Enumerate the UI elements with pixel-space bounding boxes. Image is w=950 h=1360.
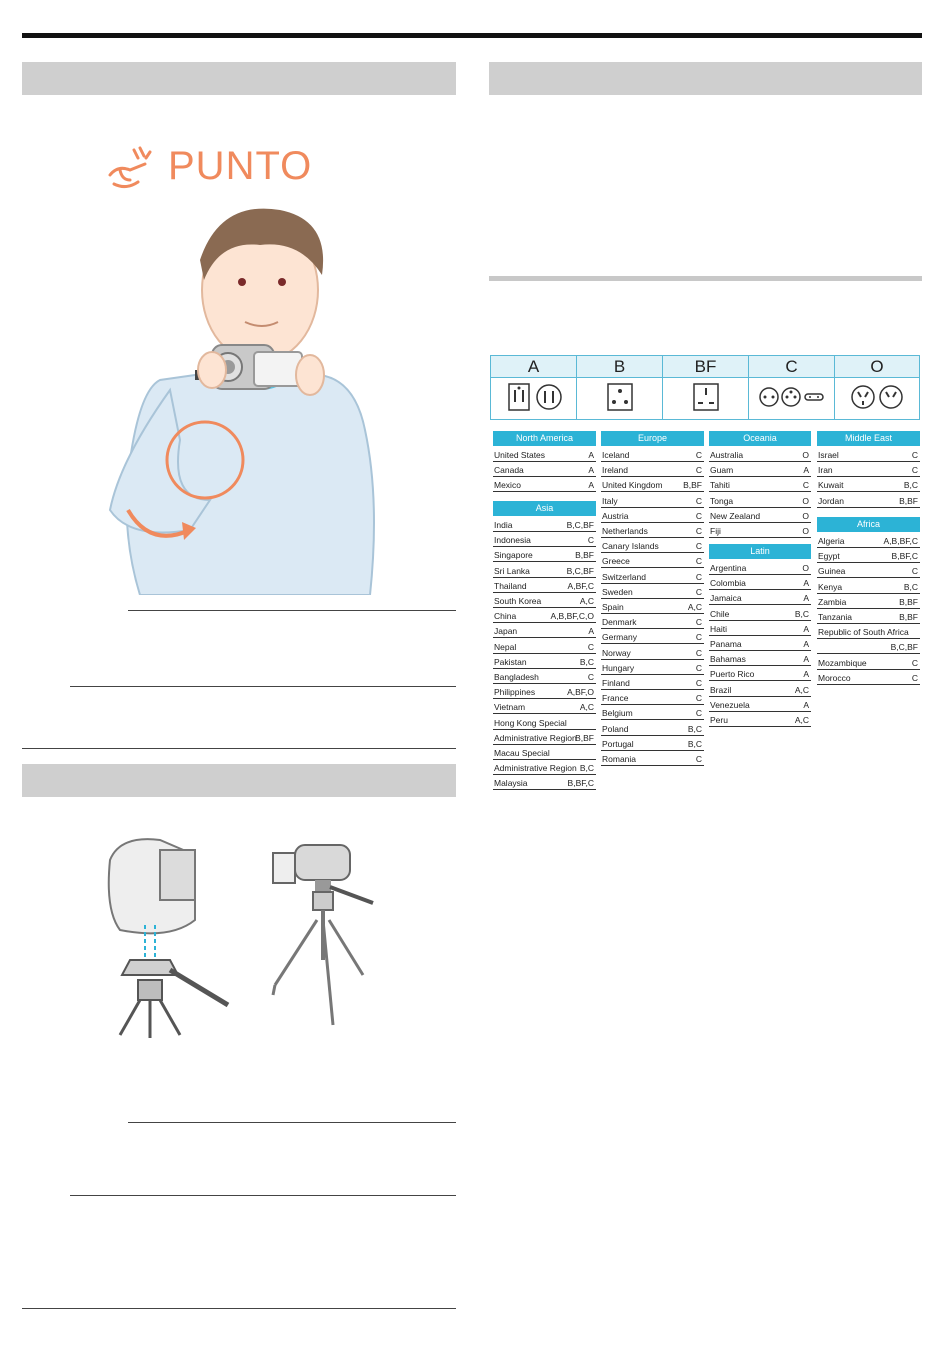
country-name: Canada <box>494 465 524 476</box>
country-row <box>709 509 811 523</box>
plug-types: A <box>803 623 809 634</box>
section-header-bar <box>22 62 456 95</box>
country-name: Kenya <box>818 581 843 592</box>
country-name: Macau Special <box>494 748 550 758</box>
country-name: Republic of South Africa <box>818 627 909 638</box>
country-name: France <box>602 693 629 704</box>
country-row <box>601 630 704 644</box>
country-row <box>601 448 704 462</box>
plug-types: C <box>695 693 702 704</box>
country-row <box>709 622 811 636</box>
country-row <box>601 600 704 614</box>
plug-label: C <box>749 356 834 378</box>
country-name: Sweden <box>602 586 633 597</box>
plug-label: O <box>835 356 919 378</box>
country-name: Norway <box>602 647 631 658</box>
country-name: Thailand <box>494 580 527 591</box>
plug-column <box>491 356 577 419</box>
country-name: Poland <box>602 723 629 734</box>
country-name: Australia <box>710 450 744 460</box>
country-row <box>601 509 704 523</box>
region-header: Latin <box>709 544 811 559</box>
plug-column <box>749 356 835 419</box>
plug-types: O <box>802 450 809 460</box>
plug-types: C <box>911 657 918 668</box>
country-name: Bangladesh <box>494 672 539 682</box>
country-name: Morocco <box>818 672 851 683</box>
plug-types: C <box>695 571 702 582</box>
country-name: China <box>494 611 517 622</box>
divider <box>22 748 456 749</box>
country-row <box>493 700 596 714</box>
country-row <box>709 591 811 605</box>
country-row <box>817 534 920 548</box>
camcorder-grip-illustration <box>100 200 390 595</box>
camcorder-on-tripod-illustration <box>265 835 380 1030</box>
plug-type-b-icon <box>577 380 663 416</box>
plug-types: A,C <box>794 715 809 725</box>
country-row <box>493 533 596 547</box>
plug-type-c-icon <box>749 380 835 416</box>
country-name: Colombia <box>710 578 746 589</box>
plug-types: B,C <box>794 608 809 619</box>
plug-types: B,C <box>687 738 702 749</box>
plug-types: A,B,BF,C,O <box>550 611 594 622</box>
plug-types: C <box>695 754 702 764</box>
divider <box>128 1122 456 1123</box>
plug-types: A,C <box>794 684 809 695</box>
plug-column <box>663 356 749 419</box>
plug-types: A,C <box>687 602 702 612</box>
plug-types: O <box>802 563 809 573</box>
section-header-bar <box>22 764 456 797</box>
country-row <box>709 463 811 477</box>
plug-types: C <box>695 541 702 552</box>
plug-types: C <box>911 566 918 577</box>
plug-types: O <box>802 495 809 506</box>
country-name: Tonga <box>710 495 734 506</box>
country-row <box>493 731 596 745</box>
country-name: Netherlands <box>602 526 648 536</box>
plug-types: B,BF <box>899 495 918 506</box>
plug-types: C <box>587 535 594 546</box>
plug-types: C <box>695 450 702 460</box>
country-name: Greece <box>602 556 630 567</box>
country-row <box>709 561 811 575</box>
country-row <box>601 615 704 629</box>
region-header: Africa <box>817 517 920 532</box>
divider <box>489 276 922 281</box>
country-row <box>601 752 704 766</box>
plug-types: C <box>695 556 702 567</box>
country-name: Algeria <box>818 536 845 546</box>
country-name: Malaysia <box>494 778 528 789</box>
country-row <box>493 579 596 593</box>
country-name: Belgium <box>602 708 633 719</box>
country-row <box>493 655 596 669</box>
plug-types: O <box>802 510 809 521</box>
country-row <box>817 671 920 685</box>
plug-label: A <box>491 356 576 378</box>
country-row <box>601 646 704 660</box>
country-name: Guinea <box>818 566 846 577</box>
country-row <box>709 478 811 492</box>
country-row <box>493 640 596 654</box>
plug-types: C <box>802 480 809 491</box>
country-name: Germany <box>602 632 637 643</box>
plug-types: A,BF,O <box>567 687 594 698</box>
country-name: Guam <box>710 465 734 476</box>
country-row <box>601 691 704 705</box>
country-name: Egypt <box>818 551 840 562</box>
country-name: Mexico <box>494 480 521 491</box>
country-row <box>493 761 596 775</box>
country-row <box>493 685 596 699</box>
plug-types: B,C,BF <box>890 642 918 653</box>
plug-label: B <box>577 356 662 378</box>
country-row <box>493 716 596 730</box>
country-row <box>601 524 704 538</box>
plug-types: A <box>803 669 809 680</box>
plug-types: B,C <box>903 480 918 491</box>
country-name: Puerto Rico <box>710 669 755 680</box>
country-row <box>817 448 920 462</box>
divider <box>128 610 456 611</box>
country-name: Nepal <box>494 641 517 652</box>
tripod-mount-illustration <box>100 830 235 1040</box>
country-name: Jamaica <box>710 593 742 604</box>
country-name: Vietnam <box>494 702 526 713</box>
country-row <box>601 722 704 736</box>
plug-types: A,B,BF,C <box>883 536 918 546</box>
country-name: Finland <box>602 678 630 688</box>
region-header: Asia <box>493 501 596 516</box>
plug-types: B,C <box>579 763 594 774</box>
plug-types: A,BF,C <box>567 580 594 591</box>
country-row <box>601 554 704 568</box>
country-name: Administrative Region <box>494 763 577 774</box>
country-row <box>601 661 704 675</box>
country-row <box>493 548 596 562</box>
country-name: New Zealand <box>710 510 761 521</box>
plug-types: A <box>588 465 594 476</box>
country-name: Hong Kong Special <box>494 717 567 728</box>
country-row <box>817 640 920 654</box>
country-name: Jordan <box>818 495 844 506</box>
country-name: Italy <box>602 495 618 506</box>
pointing-hand-icon <box>100 140 160 200</box>
country-name: Switzerland <box>602 571 646 582</box>
country-name: Denmark <box>602 617 637 628</box>
region-header: North America <box>493 431 596 446</box>
plug-types: B,BF,C <box>567 778 594 789</box>
plug-types: B,BF <box>899 596 918 607</box>
country-row <box>817 580 920 594</box>
plug-types: B,BF <box>575 550 594 561</box>
plug-types: C <box>695 526 702 536</box>
country-name: Iceland <box>602 450 630 460</box>
country-row <box>493 478 596 492</box>
plug-types: B,BF <box>899 612 918 622</box>
country-row <box>709 637 811 651</box>
plug-types: A <box>803 639 809 649</box>
plug-types: B,C <box>687 723 702 734</box>
plug-types: C <box>587 641 594 652</box>
country-row <box>601 585 704 599</box>
punto-logo <box>100 130 330 200</box>
country-row <box>493 594 596 608</box>
country-row <box>493 463 596 477</box>
country-name: Ireland <box>602 465 628 476</box>
plug-types: A <box>803 654 809 665</box>
plug-types: C <box>695 632 702 643</box>
country-name: Administrative Region <box>494 732 577 743</box>
country-name: Philippines <box>494 687 536 698</box>
plug-types: B,BF <box>575 732 594 743</box>
region-header: Oceania <box>709 431 811 446</box>
plug-types: C <box>587 672 594 682</box>
plug-types: C <box>695 708 702 719</box>
plug-column <box>835 356 919 419</box>
country-row <box>493 670 596 684</box>
country-row <box>709 448 811 462</box>
plug-types: C <box>695 647 702 658</box>
plug-types: C <box>695 495 702 506</box>
country-name: Tanzania <box>818 612 853 622</box>
divider <box>70 686 456 687</box>
country-row <box>817 564 920 578</box>
country-row <box>601 494 704 508</box>
plug-types: A <box>588 626 594 637</box>
country-row <box>493 609 596 623</box>
plug-types: C <box>695 662 702 673</box>
country-row <box>709 576 811 590</box>
country-row <box>601 539 704 553</box>
country-row <box>709 494 811 508</box>
country-row <box>601 737 704 751</box>
country-row <box>709 713 811 727</box>
country-name: Pakistan <box>494 656 527 667</box>
country-name: Fiji <box>710 526 721 536</box>
country-name: India <box>494 520 513 530</box>
region-header: Middle East <box>817 431 920 446</box>
plug-types: B,C <box>579 656 594 667</box>
country-row <box>493 746 596 760</box>
country-name: Indonesia <box>494 535 531 546</box>
plug-types: C <box>911 672 918 683</box>
plug-type-o-icon <box>835 380 919 416</box>
divider <box>22 1308 456 1309</box>
country-row <box>817 610 920 624</box>
country-name: Singapore <box>494 550 533 561</box>
plug-types: B,C,BF <box>566 565 594 576</box>
region-header: Europe <box>601 431 704 446</box>
plug-type-bf-icon <box>663 380 749 416</box>
country-name: Panama <box>710 639 742 649</box>
plug-types: A <box>803 699 809 710</box>
plug-types: A,C <box>579 702 594 713</box>
plug-types: A <box>803 593 809 604</box>
plug-types: C <box>695 617 702 628</box>
plug-types: B,C,BF <box>566 520 594 530</box>
country-name: Romania <box>602 754 637 764</box>
country-row <box>493 624 596 638</box>
country-row <box>709 667 811 681</box>
plug-types: C <box>695 510 702 521</box>
country-row <box>493 448 596 462</box>
country-row <box>817 595 920 609</box>
divider <box>70 1195 456 1196</box>
country-name: Canary Islands <box>602 541 659 552</box>
country-row <box>817 549 920 563</box>
country-name: United Kingdom <box>602 480 663 491</box>
country-name: Tahiti <box>710 480 730 491</box>
country-row <box>601 478 704 492</box>
country-row <box>817 463 920 477</box>
country-name: Zambia <box>818 596 847 607</box>
country-name: Spain <box>602 602 624 612</box>
country-name: South Korea <box>494 596 542 606</box>
country-row <box>601 570 704 584</box>
country-row <box>601 463 704 477</box>
country-name: Bahamas <box>710 654 746 665</box>
plug-types: C <box>911 450 918 460</box>
punto-label: PUNTO <box>168 144 313 188</box>
plug-types: B,BF,C <box>891 551 918 562</box>
plug-types: A <box>803 578 809 589</box>
country-row <box>709 652 811 666</box>
plug-types: A <box>588 450 594 460</box>
country-row <box>493 776 596 790</box>
country-name: Sri Lanka <box>494 565 530 576</box>
country-row <box>709 524 811 538</box>
plug-column <box>577 356 663 419</box>
plug-types: A <box>588 480 594 491</box>
country-name: Japan <box>494 626 518 637</box>
country-name: Peru <box>710 715 728 725</box>
country-row <box>709 698 811 712</box>
plug-type-table <box>490 355 920 420</box>
plug-types: C <box>695 678 702 688</box>
country-name: Hungary <box>602 662 635 673</box>
country-name: Mozambique <box>818 657 867 668</box>
country-row <box>493 518 596 532</box>
country-name: Haiti <box>710 623 728 634</box>
country-row <box>817 656 920 670</box>
plug-types: A,C <box>579 596 594 606</box>
country-name: Argentina <box>710 563 747 573</box>
country-row <box>709 683 811 697</box>
plug-types: B,BF <box>683 480 702 491</box>
country-row <box>817 478 920 492</box>
country-name: Chile <box>710 608 730 619</box>
section-header-bar <box>489 62 922 95</box>
country-row <box>709 607 811 621</box>
plug-types: O <box>802 526 809 536</box>
country-name: Portugal <box>602 738 634 749</box>
plug-label: BF <box>663 356 748 378</box>
top-rule <box>22 33 922 38</box>
country-row <box>493 564 596 578</box>
country-name: Brazil <box>710 684 732 695</box>
country-row <box>601 676 704 690</box>
country-row <box>601 706 704 720</box>
country-name: Israel <box>818 450 839 460</box>
plug-types: C <box>695 465 702 476</box>
plug-types: C <box>695 586 702 597</box>
country-name: Venezuela <box>710 699 750 710</box>
country-name: Austria <box>602 510 629 521</box>
country-name: Iran <box>818 465 833 476</box>
country-row <box>817 494 920 508</box>
plug-type-a-icon <box>491 380 577 416</box>
plug-types: B,C <box>903 581 918 592</box>
plug-types: C <box>911 465 918 476</box>
country-name: United States <box>494 450 546 460</box>
country-row <box>817 625 920 639</box>
plug-types: A <box>803 465 809 476</box>
country-name: Kuwait <box>818 480 844 491</box>
